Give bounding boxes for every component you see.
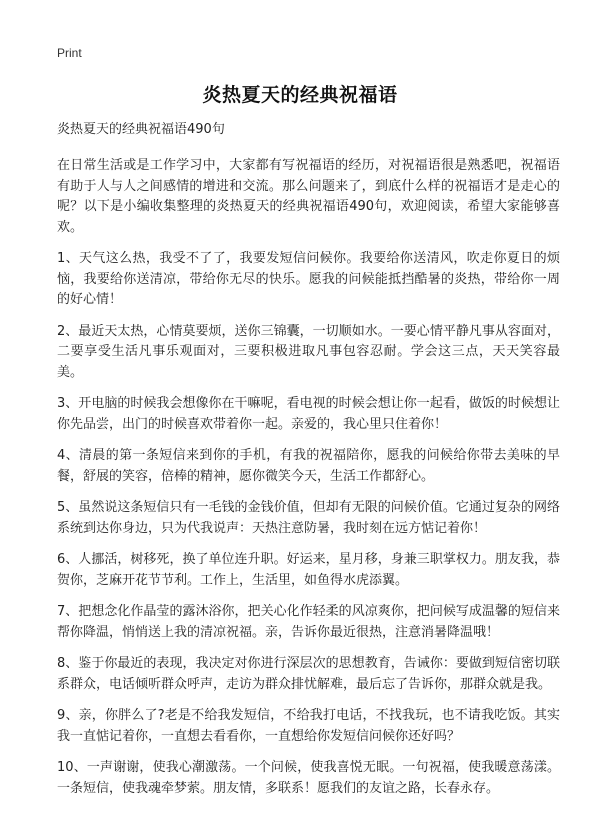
blessing-item-5: 5、虽然说这条短信只有一毛钱的金钱价值，但却有无限的问候价值。它通过复杂的网络系统到达你身边，只为代我说声：天热注意防暑，我时刻在远方惦记着你！	[57, 500, 560, 536]
blessing-item-4: 4、清晨的第一条短信来到你的手机，有我的祝福陪你，愿我的问候给你带去美味的早餐，舒展的笑容，倍棒的精神，愿你微笑今天，生活工作都舒心。	[57, 448, 560, 484]
intro-paragraph: 在日常生活或是工作学习中，大家都有写祝福语的经历，对祝福语很是熟悉吧，祝福语有助于人与人之间感情的增进和交流。那么问题来了，到底什么样的祝福语才是走心的呢？以下是小编收集整理的炎热夏天的经典祝福语490句，欢迎阅读，希望大家能够喜欢。	[57, 158, 560, 235]
blessing-item-2: 2、最近天太热，心情莫要烦，送你三锦囊，一切顺如水。一要心情平静凡事从容面对，二要享受生活凡事乐观面对，三要积极进取凡事包容忍耐。学会这三点，天天笑容最美。	[57, 323, 560, 380]
blessing-item-8: 8、鉴于你最近的表现，我决定对你进行深层次的思想教育，告诫你：要做到短信密切联系群众，电话倾听群众呼声，走访为群众排忧解难，最后忘了告诉你，那群众就是我。	[57, 656, 560, 692]
print-link[interactable]: Print	[57, 46, 82, 60]
blessing-item-7: 7、把想念化作晶莹的露沐浴你，把关心化作轻柔的风凉爽你，把问候写成温馨的短信来帮你降温，悄悄送上我的清凉祝福。亲，告诉你最近很热，注意消暑降温哦！	[57, 604, 560, 640]
article-body	[57, 120, 560, 810]
page-title: 炎热夏天的经典祝福语	[202, 84, 398, 106]
blessing-item-9: 9、亲，你胖么了?老是不给我发短信，不给我打电话，不找我玩，也不请我吃饭。其实我一直惦记着你，一直想去看看你，一直想给你发短信问候你还好吗？	[57, 708, 560, 744]
article-subtitle: 炎热夏天的经典祝福语490句	[57, 122, 225, 137]
blessing-item-10: 10、一声谢谢，使我心潮激荡。一个问候，使我喜悦无眠。一句祝福，使我暖意荡漾。一条短信，使我魂牵梦萦。朋友情，多联系！愿我们的友谊之路，长春永存。	[57, 760, 560, 796]
blessing-item-3: 3、开电脑的时候我会想像你在干嘛呢，看电视的时候会想让你一起看，做饭的时候想让你先品尝，出门的时候喜欢带着你一起。亲爱的，我心里只住着你！	[57, 396, 560, 432]
blessing-item-1: 1、天气这么热，我受不了了，我要发短信问候你。我要给你送清风，吹走你夏日的烦恼，我要给你送清凉，带给你无尽的快乐。愿我的问候能抵挡酷暑的炎热，带给你一周的好心情！	[57, 251, 560, 307]
blessing-item-6: 6、人挪活，树移死，换了单位连升职。好运来，星月移，身兼三职掌权力。朋友我，恭贺你，芝麻开花节节利。工作上，生活里，如鱼得水虎添翼。	[57, 552, 560, 588]
